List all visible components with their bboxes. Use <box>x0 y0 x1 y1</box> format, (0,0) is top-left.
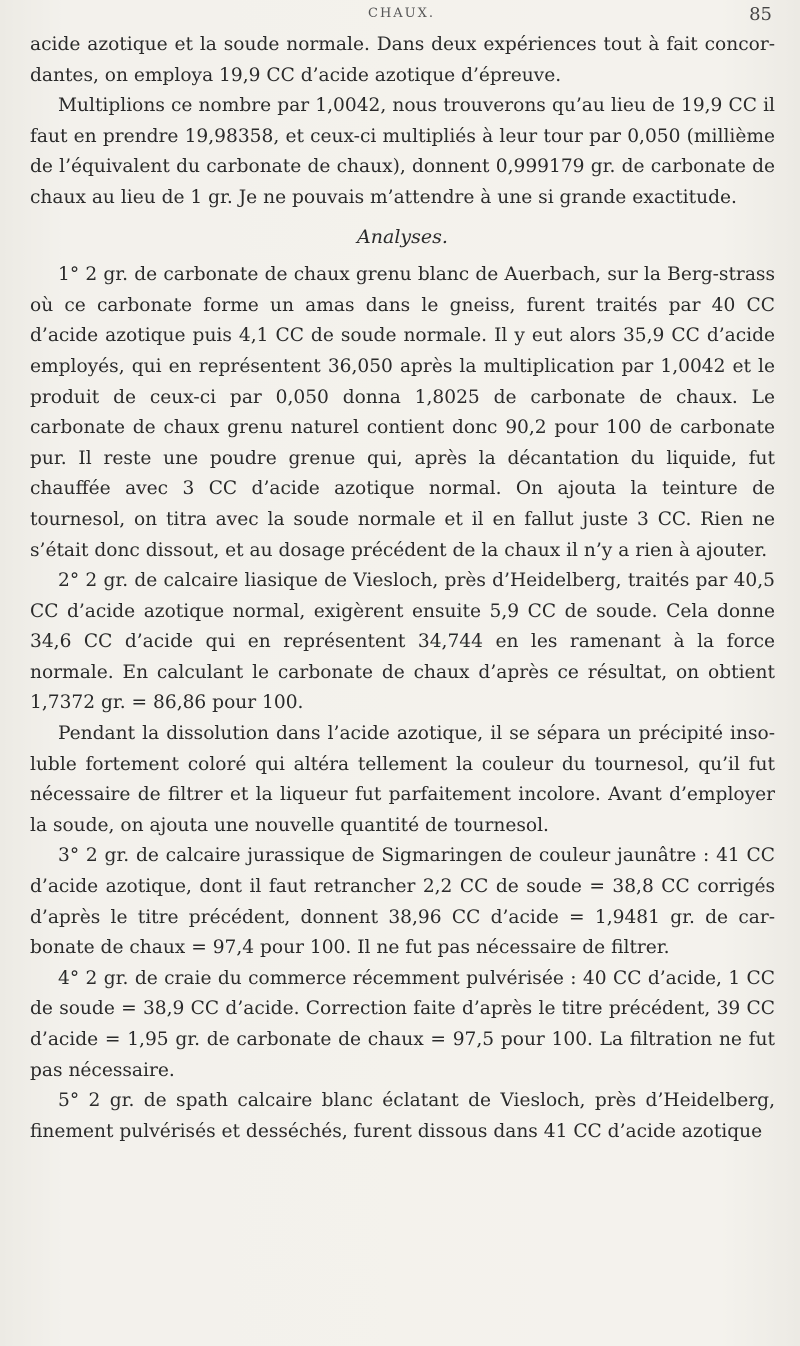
analysis-5: 5° 2 gr. de spath calcaire blanc éclatant de Viesloch, près d’Heidelberg, finement pulvérisés et desséchés, furent dissous dans 41 CC d’acide azotique <box>30 1090 775 1142</box>
analysis-3: 3° 2 gr. de calcaire jurassique de Sigmaringen de couleur jaunâtre : 41 CC d’acide azotique, dont il faut retrancher 2,2 CC de soude = 38,8 CC corrigés d’après le titre précédent, donnent 38,96 CC d’acide = 1,9481 gr. de car-bonate de chaux = 97,4 pour 100. Il ne fut pas nécessaire de filtrer. <box>30 845 775 959</box>
analysis-4: 4° 2 gr. de craie du commerce récemment pulvérisée : 40 CC d’acide, 1 CC de soude = 38,9 CC d’acide. Correction faite d’après le titre précédent, 39 CC d’acide = 1,95 gr. de carbonate de chaux = 97,5 pour 100. La filtration ne fut pas nécessaire. <box>30 967 775 1081</box>
analysis-1: 1° 2 gr. de carbonate de chaux grenu blanc de Auerbach, sur la Berg-strass où ce carbonate forme un amas dans le gneiss, furent traités par 40 CC d’acide azotique puis 4,1 CC de soude normale. Il y eut alors 35,9 CC d’acide employés, qui en représentent 36,050 après la multiplication par 1,0042 et le produit de ceux-ci par 0,050 donna 1,8025 de carbonate de chaux. Le carbonate de chaux grenu naturel contient donc 90,2 pour 100 de carbonate pur. Il reste une poudre grenue qui, après la décantation du liquide, fut chauffée avec 3 CC d’acide azotique normal. On ajouta la teinture de tournesol, on titra avec la soude normale et il en fallut juste 3 CC. Rien ne s’était donc dissout, et au dosage précédent de la chaux il n’y a rien à ajouter. <box>30 264 775 561</box>
page-header <box>0 4 800 26</box>
running-head: CHAUX. <box>368 6 436 21</box>
page-body <box>30 30 775 1147</box>
analysis-2: 2° 2 gr. de calcaire liasique de Viesloch, près d’Heidelberg, traités par 40,5 CC d’acide azotique normal, exigèrent ensuite 5,9 CC de soude. Cela donne 34,6 CC d’acide qui en représentent 34,744 en les ramenant à la force normale. En calculant le carbonate de chaux d’après ce résultat, on obtient 1,7372 gr. = 86,86 pour 100. <box>30 570 775 714</box>
page-number: 85 <box>749 4 772 25</box>
section-title: Analyses. <box>357 225 448 248</box>
paragraph: Multiplions ce nombre par 1,0042, nous trouverons qu’au lieu de 19,9 CC il faut en prendre 19,98358, et ceux-ci multipliés à leur tour par 0,050 (millième de l’équivalent du carbonate de chaux), donnent 0,999179 gr. de carbonate de chaux au lieu de 1 gr. Je ne pouvais m’attendre à une si grande exactitude. <box>30 95 775 208</box>
paragraph-continuation: acide azotique et la soude normale. Dans deux expériences tout à fait concor-dantes, on employa 19,9 CC d’acide azotique d’épreuve. <box>30 34 775 86</box>
analysis-2-note: Pendant la dissolution dans l’acide azotique, il se sépara un précipité inso-luble fortement coloré qui altéra tellement la couleur du tournesol, qu’il fut nécessaire de filtrer et la liqueur fut parfaitement incolore. Avant d’employer la soude, on ajouta une nouvelle quantité de tournesol. <box>30 723 775 836</box>
